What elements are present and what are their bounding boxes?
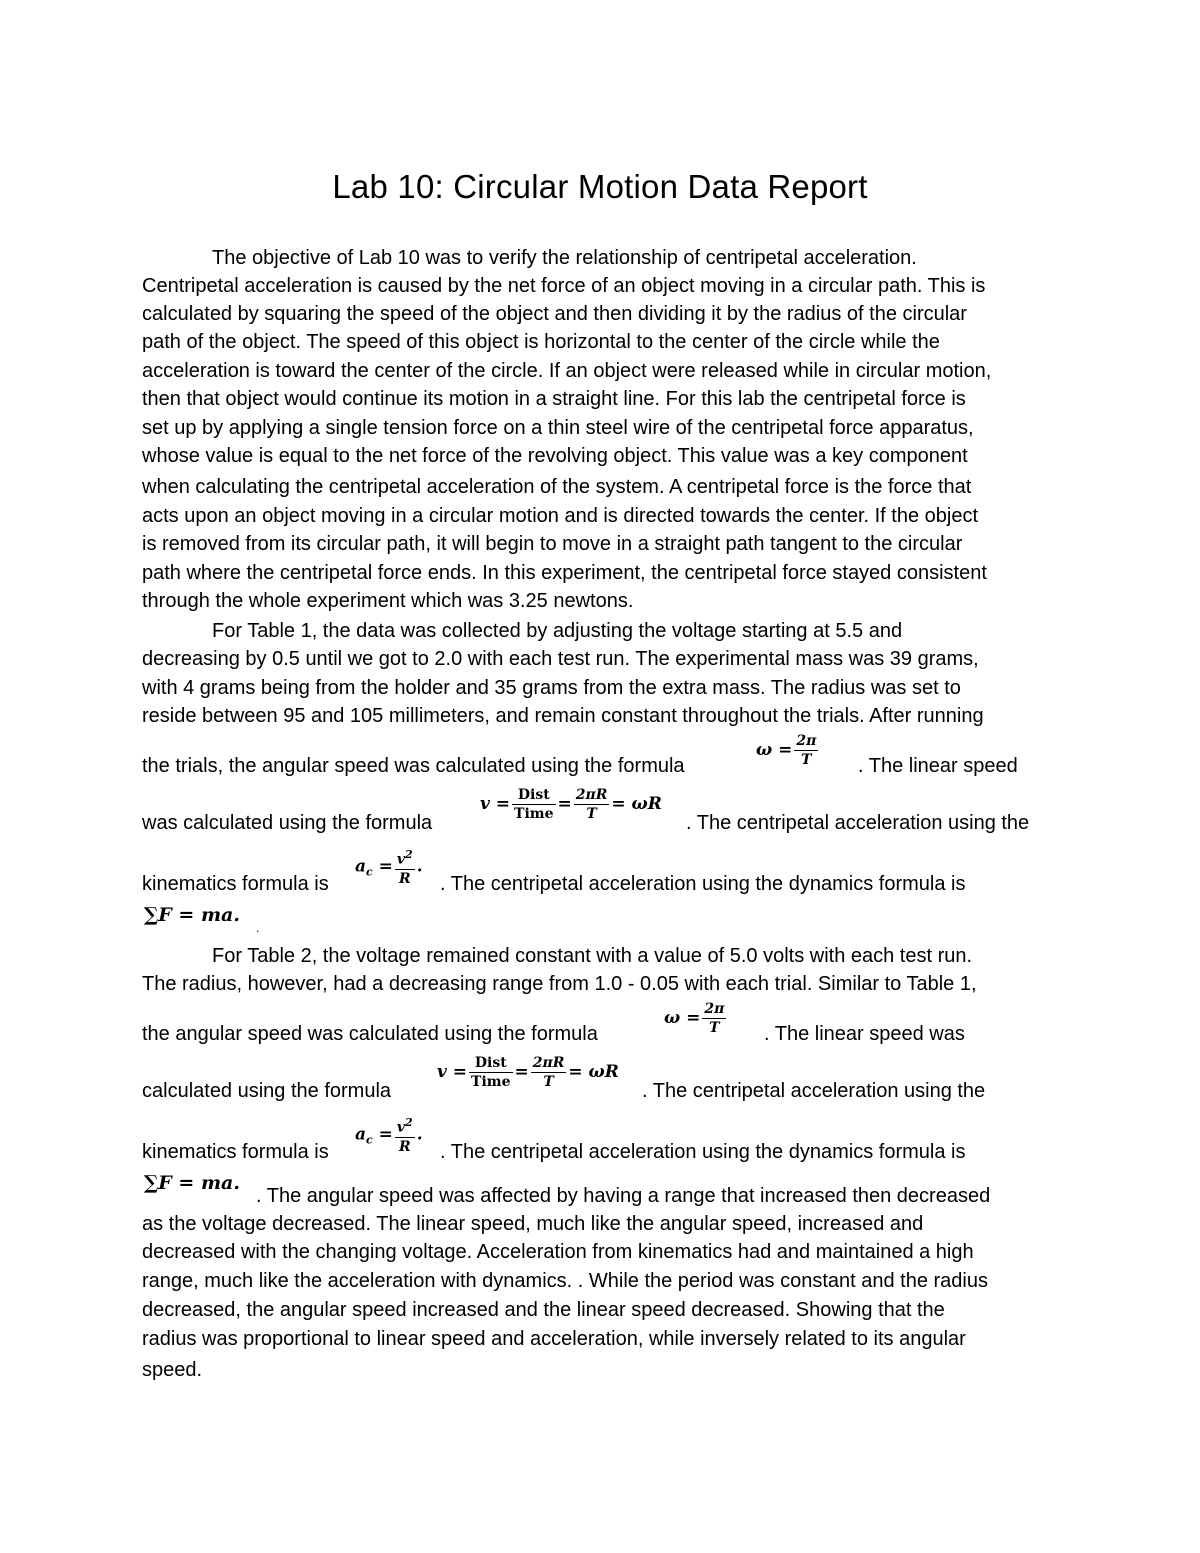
text-line: Centripetal acceleration is caused by the net force of an object moving in a circular path. This is: [142, 275, 986, 297]
text-line: .: [256, 921, 260, 935]
text-line: decreased with the changing voltage. Acceleration from kinematics had and maintained a high: [142, 1241, 974, 1263]
text-line: was calculated using the formula: [142, 812, 433, 834]
angular-speed-formula: [756, 732, 820, 769]
page-title: Lab 10: Circular Motion Data Report: [332, 168, 868, 205]
formula-denominator: R: [398, 1138, 411, 1155]
formula-lhs: v =: [480, 794, 511, 814]
text-line: kinematics formula is: [142, 873, 329, 895]
text-line: then that object would continue its motion in a straight line. For this lab the centripetal force is: [142, 388, 966, 410]
formula-lhs: ω =: [664, 1008, 701, 1028]
linear-speed-formula: [480, 786, 662, 823]
formula-numerator: 2π: [704, 1001, 725, 1017]
formula-equals: =: [378, 1124, 393, 1145]
formula-denominator: T: [709, 1020, 720, 1036]
text-line: kinematics formula is: [142, 1141, 329, 1163]
formula-equals: =: [514, 1062, 529, 1082]
dynamics-formula: ∑F = ma.: [144, 1172, 240, 1194]
formula-numerator: v: [396, 851, 406, 868]
formula-numerator: Dist: [512, 786, 555, 805]
kinematics-acceleration-formula: [355, 1114, 423, 1156]
text-line: speed.: [142, 1359, 203, 1381]
text-line: acts upon an object moving in a circular motion and is directed towards the center. If the object: [142, 505, 979, 527]
formula-rhs: = ωR: [568, 1062, 619, 1082]
text-line: decreasing by 0.5 until we got to 2.0 with each test run. The experimental mass was 39 grams,: [142, 648, 979, 670]
formula-lhs: ω =: [756, 740, 793, 760]
text-line: set up by applying a single tension force on a thin steel wire of the centripetal force apparatus,: [142, 417, 974, 439]
text-line: whose value is equal to the net force of the revolving object. This value was a key component: [142, 445, 968, 467]
text-line: . The linear speed: [858, 755, 1018, 777]
formula-period: .: [416, 1124, 423, 1145]
formula-superscript: 2: [405, 1116, 413, 1129]
formula-equals: =: [378, 856, 393, 877]
text-line: through the whole experiment which was 3.25 newtons.: [142, 590, 634, 612]
formula-denominator: Time: [471, 1074, 511, 1090]
formula-numerator: 2π: [796, 733, 817, 749]
text-line: is removed from its circular path, it will begin to move in a straight path tangent to the circular: [142, 533, 963, 555]
dynamics-formula: ∑F = ma.: [144, 904, 240, 926]
formula-denominator: T: [801, 752, 812, 768]
formula-period: .: [416, 856, 423, 877]
text-line: For Table 2, the voltage remained constant with a value of 5.0 volts with each test run.: [212, 945, 973, 967]
formula-denominator: Time: [514, 806, 554, 822]
text-line: . The centripetal acceleration using the dynamics formula is: [440, 1141, 966, 1163]
text-line: For Table 1, the data was collected by adjusting the voltage starting at 5.5 and: [212, 620, 903, 642]
text-line: range, much like the acceleration with dynamics. . While the period was constant and the radius: [142, 1270, 988, 1292]
formula-lhs: v =: [437, 1062, 468, 1082]
text-line: with 4 grams being from the holder and 35 grams from the extra mass. The radius was set to: [142, 677, 961, 699]
formula-subscript: c: [366, 865, 373, 879]
text-line: when calculating the centripetal acceleration of the system. A centripetal force is the force that: [142, 476, 972, 498]
linear-speed-formula: [437, 1054, 619, 1091]
text-line: The objective of Lab 10 was to verify the relationship of centripetal acceleration.: [212, 247, 917, 269]
formula-denominator: R: [398, 870, 411, 887]
kinematics-acceleration-formula: [355, 846, 423, 888]
formula-rhs: = ωR: [611, 794, 662, 814]
text-line: calculated using the formula: [142, 1080, 392, 1102]
formula-lhs: a: [355, 1124, 367, 1145]
text-line: reside between 95 and 105 millimeters, and remain constant throughout the trials. After running: [142, 705, 984, 727]
text-line: path where the centripetal force ends. In this experiment, the centripetal force stayed consistent: [142, 562, 987, 584]
text-line: . The angular speed was affected by having a range that increased then decreased: [256, 1185, 991, 1207]
formula-subscript: c: [366, 1133, 373, 1147]
text-line: . The centripetal acceleration using the dynamics formula is: [440, 873, 966, 895]
text-line: . The centripetal acceleration using the: [642, 1080, 986, 1102]
formula-numerator: 2πR: [532, 1055, 565, 1071]
text-line: The radius, however, had a decreasing range from 1.0 - 0.05 with each trial. Similar to Table 1,: [142, 973, 977, 995]
text-line: the angular speed was calculated using the formula: [142, 1023, 598, 1045]
formula-numerator: Dist: [469, 1054, 512, 1073]
formula-lhs: a: [355, 856, 367, 877]
text-line: . The centripetal acceleration using the: [686, 812, 1030, 834]
text-line: the trials, the angular speed was calculated using the formula: [142, 755, 685, 777]
text-line: decreased, the angular speed increased and the linear speed decreased. Showing that the: [142, 1299, 945, 1321]
formula-equals: =: [557, 794, 572, 814]
text-line: . The linear speed was: [764, 1023, 965, 1045]
formula-numerator: v: [396, 1119, 406, 1136]
formula-superscript: 2: [405, 848, 413, 861]
formula-denominator: T: [586, 806, 597, 822]
angular-speed-formula: [664, 1000, 728, 1037]
text-line: path of the object. The speed of this object is horizontal to the center of the circle while the: [142, 331, 940, 353]
formula-numerator: 2πR: [575, 787, 608, 803]
text-line: calculated by squaring the speed of the object and then dividing it by the radius of the circular: [142, 303, 967, 325]
text-line: radius was proportional to linear speed and acceleration, while inversely related to its angular: [142, 1328, 966, 1350]
formula-denominator: T: [543, 1074, 554, 1090]
text-line: acceleration is toward the center of the circle. If an object were released while in circular motion,: [142, 360, 992, 382]
text-line: as the voltage decreased. The linear speed, much like the angular speed, increased and: [142, 1213, 924, 1235]
